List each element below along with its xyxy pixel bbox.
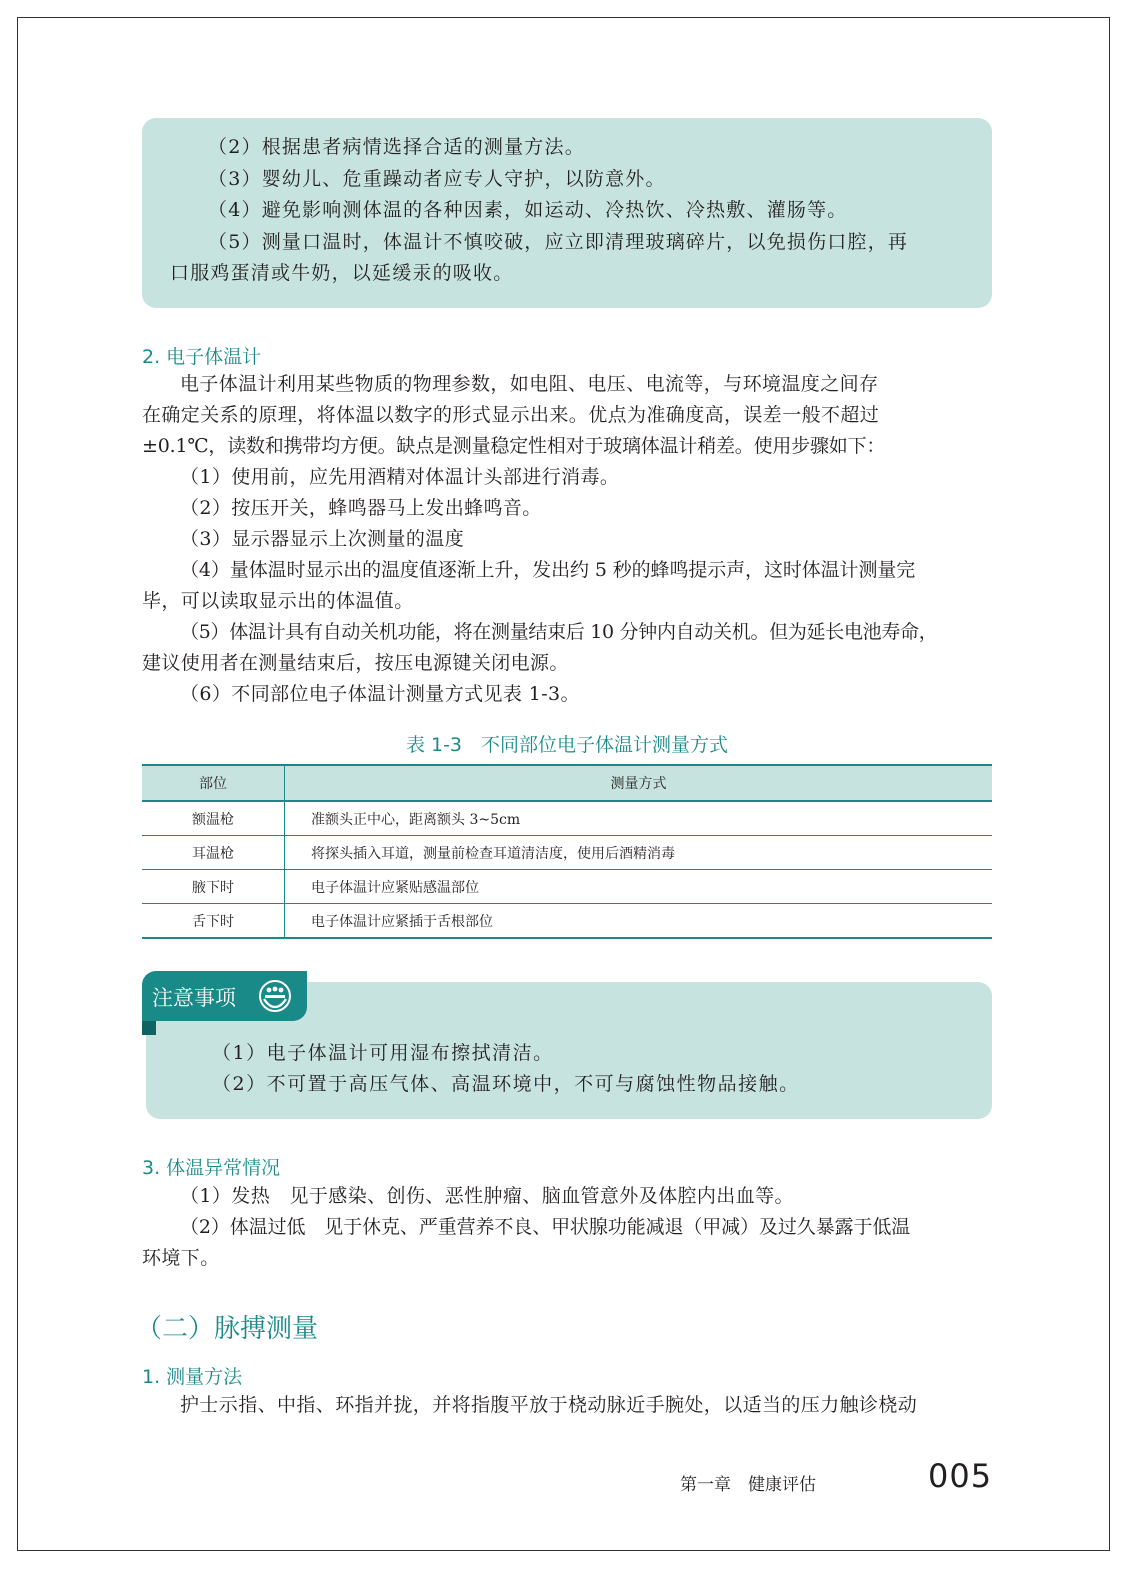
step-line: 毕，可以读取显示出的体温值。 — [142, 590, 414, 612]
step-line: （5）体温计具有自动关机功能，将在测量结束后 10 分钟内自动关机。但为延长电池寿命， — [180, 621, 938, 643]
note-line: （1）电子体温计可用湿布擦拭清洁。 — [212, 1042, 554, 1064]
electronic-thermometer-paragraph — [142, 369, 992, 710]
paragraph-line: （2）体温过低 见于休克、严重营养不良、甲状腺功能减退（甲减）及过久暴露于低温 — [180, 1216, 911, 1238]
notes-tab — [142, 971, 307, 1021]
table-row — [142, 904, 992, 939]
table-cell: 腋下时 — [142, 870, 285, 904]
table-cell: 额温枪 — [142, 801, 285, 836]
table-header: 部位 — [142, 765, 285, 801]
abnormal-temperature-paragraph — [142, 1181, 992, 1274]
paragraph-line: 环境下。 — [142, 1247, 220, 1269]
section-heading-electronic-thermometer: 2. 电子体温计 — [142, 346, 262, 368]
notes-tab-label: 注意事项 — [152, 986, 236, 1010]
page-frame-top — [17, 17, 1110, 18]
measurement-table — [142, 764, 992, 939]
notes-tab-fold — [142, 1021, 156, 1035]
table-row — [142, 836, 992, 870]
precautions-box — [142, 118, 992, 308]
pulse-method-paragraph — [142, 1390, 992, 1421]
table-cell: 舌下时 — [142, 904, 285, 939]
caring-hands-icon — [258, 979, 292, 1013]
table-header: 测量方式 — [285, 765, 993, 801]
box-line: 口服鸡蛋清或牛奶，以延缓汞的吸收。 — [170, 262, 514, 284]
table-cell: 电子体温计应紧贴感温部位 — [285, 870, 993, 904]
section-heading-pulse: （二）脉搏测量 — [136, 1314, 319, 1344]
page-frame-right — [1109, 17, 1110, 1551]
box-line: （2）根据患者病情选择合适的测量方法。 — [208, 136, 585, 158]
table-row — [142, 801, 992, 836]
box-line: （5）测量口温时，体温计不慎咬破，应立即清理玻璃碎片，以免损伤口腔，再 — [208, 230, 909, 253]
paragraph-line: 在确定关系的原理，将体温以数字的形式显示出来。优点为准确度高，误差一般不超过 — [142, 404, 880, 426]
note-line: （2）不可置于高压气体、高温环境中，不可与腐蚀性物品接触。 — [212, 1073, 800, 1095]
step-line: （2）按压开关，蜂鸣器马上发出蜂鸣音。 — [180, 497, 542, 519]
step-line: 建议使用者在测量结束后，按压电源键关闭电源。 — [142, 652, 569, 674]
section-heading-abnormal-temperature: 3. 体温异常情况 — [142, 1157, 281, 1179]
box-line: （3）婴幼儿、危重躁动者应专人守护，以防意外。 — [208, 167, 666, 190]
step-line: （1）使用前，应先用酒精对体温计头部进行消毒。 — [180, 466, 620, 488]
paragraph-line: 护士示指、中指、环指并拢，并将指腹平放于桡动脉近手腕处，以适当的压力触诊桡动 — [180, 1394, 918, 1416]
table-cell: 耳温枪 — [142, 836, 285, 870]
table-cell: 准额头正中心，距离额头 3~5cm — [285, 801, 993, 836]
chapter-title: 第一章 健康评估 — [680, 1475, 816, 1495]
table-title: 表 1-3 不同部位电子体温计测量方式 — [405, 734, 729, 756]
step-line: （3）显示器显示上次测量的温度 — [180, 528, 465, 550]
paragraph-line: ±0.1℃，读数和携带均方便。缺点是测量稳定性相对于玻璃体温计稍差。使用步骤如下： — [142, 435, 886, 457]
table-cell: 电子体温计应紧插于舌根部位 — [285, 904, 993, 939]
page-frame-left — [17, 17, 18, 1551]
step-line: （4）量体温时显示出的温度值逐渐上升，发出约 5 秒的蜂鸣提示声，这时体温计测量完 — [180, 559, 916, 581]
step-line: （6）不同部位电子体温计测量方式见表 1-3。 — [180, 683, 580, 705]
table-header-row — [142, 765, 992, 801]
page-frame-bottom — [17, 1550, 1110, 1551]
paragraph-line: 电子体温计利用某些物质的物理参数，如电阻、电压、电流等，与环境温度之间存 — [180, 373, 879, 395]
subsection-heading-method: 1. 测量方法 — [142, 1366, 243, 1388]
paragraph-line: （1）发热 见于感染、创伤、恶性肿瘤、脑血管意外及体腔内出血等。 — [180, 1185, 794, 1207]
table-row — [142, 870, 992, 904]
table-cell: 将探头插入耳道，测量前检查耳道清洁度，使用后酒精消毒 — [285, 836, 993, 870]
box-line: （4）避免影响测体温的各种因素，如运动、冷热饮、冷热敷、灌肠等。 — [208, 199, 848, 221]
page-number: 005 — [928, 1457, 993, 1495]
